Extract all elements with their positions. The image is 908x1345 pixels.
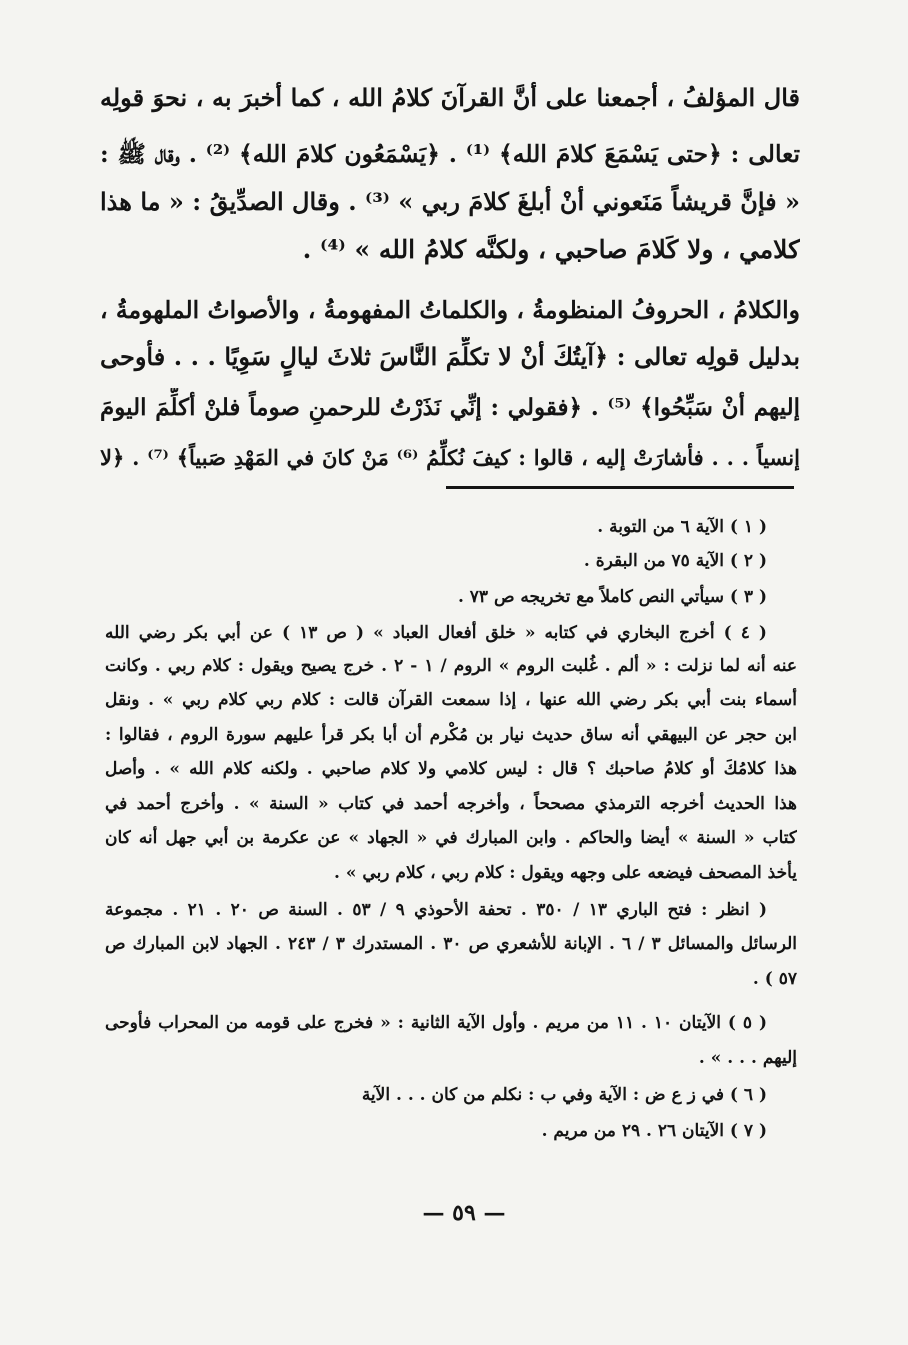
footnote-4-refs-line: ٥٧ ) . bbox=[752, 969, 797, 989]
footnote-2: ( ٢ ) الآية ٧٥ من البقرة . bbox=[583, 551, 767, 571]
footnote-3: ( ٣ ) سيأتي النص كاملاً مع تخريجه ص ٧٣ . bbox=[457, 587, 767, 607]
main-text-line: بدليل قولِه تعالى : ﴿آيتُكَ أنْ لا تكلِّمَ النَّاسَ ثلاثَ ليالٍ سَوِيًا . . . فأوحى bbox=[100, 342, 800, 371]
main-text-line: قال المؤلفُ ، أجمعنا على أنَّ القرآنَ كلامُ الله ، كما أخبرَ به ، نحوَ قولِه bbox=[100, 83, 800, 112]
footnote-4-line: ابن حجر عن البيهقي أنه ساق حديث نيار بن مُكْرم أن أبا بكر قرأ عليهم سورة الروم ، فقالوا : bbox=[105, 725, 797, 745]
footnote-6: ( ٦ ) في ز ع ض : الآية وفي ب : نكلم من كان . . . الآية bbox=[361, 1085, 767, 1105]
footnote-4-refs-line: ( انظر : فتح الباري ١٣ / ٣٥٠ . تحفة الأحوذي ٩ / ٥٣ . السنة ص ٢٠ . ٢١ . مجموعة bbox=[105, 900, 767, 920]
footnote-4-line: هذا كلامُكَ أو كلامُ صاحبك ؟ قال : ليس كلامي ولا كلام صاحبي . ولكنه كلام الله » . وأصل bbox=[105, 759, 797, 779]
page-number: — ٥٩ — bbox=[422, 1200, 506, 1226]
footnote-4-refs-line: الرسائل والمسائل ٣ / ٦ . الإبانة للأشعري ص ٣٠ . المستدرك ٣ / ٢٤٣ . الجهاد لابن المبارك ص bbox=[105, 934, 797, 954]
footnote-4-line: يأخذ المصحف فيضعه على وجهه ويقول : كلام ربي ، كلام ربي » . bbox=[334, 863, 797, 883]
footnote-5-line: إليهم . . . » . bbox=[698, 1048, 797, 1068]
footnote-5-line: ( ٥ ) الآيتان ١٠ . ١١ من مريم . وأول الآية الثانية : « فخرج على قومه من المحراب فأوحى bbox=[105, 1013, 767, 1033]
main-text-line: إنسياً . . . فأشارَتْ إليه ، قالوا : كيفَ نُكلِّمُ ⁽⁶⁾ مَنْ كانَ في المَهْدِ صَبياً﴾ ⁽⁷⁾ . ﴿لا bbox=[100, 445, 800, 470]
main-text-line: « فإنَّ قريشاً مَنَعوني أنْ أبلغَ كلامَ ربي » ⁽³⁾ . وقال الصدِّيقُ : « ما هذا bbox=[100, 187, 800, 216]
footnote-4-line: عنه أنه لما نزلت : « ألم . غُلبت الروم » الروم / ١ - ٢ . خرج يصيح ويقول : كلام ربي . وكانت bbox=[105, 656, 797, 676]
footnote-4-line: هذا الحديث أخرجه الترمذي مصححاً ، وأخرجه أحمد في كتاب « السنة » . وأخرج أحمد في bbox=[105, 794, 797, 814]
main-text-line: كلامي ، ولا كَلامَ صاحبي ، ولكنَّه كلامُ الله » ⁽⁴⁾ . bbox=[302, 235, 800, 264]
footnote-4-line: ( ٤ ) أخرج البخاري في كتابه « خلق أفعال العباد » ( ص ١٣ ) عن أبي بكر رضي الله bbox=[105, 623, 767, 643]
footnote-1: ( ١ ) الآية ٦ من التوبة . bbox=[597, 517, 767, 537]
main-text-line: تعالى : ﴿حتى يَسْمَعَ كلامَ الله﴾ ⁽¹⁾ . ﴿يَسْمَعُون كلامَ الله﴾ ⁽²⁾ . وقال ﷺ : bbox=[100, 140, 800, 168]
footnote-4-line: كتاب « السنة » أيضا والحاكم . وابن المبارك في « الجهاد » عن عكرمة بن أبي جهل أنه كان bbox=[105, 828, 797, 848]
footnote-separator bbox=[446, 486, 794, 489]
main-text-line: والكلامُ ، الحروفُ المنظومةُ ، والكلماتُ المفهومةُ ، والأصواتُ الملهومةُ ، bbox=[100, 296, 800, 324]
main-text-line: إليهم أنْ سَبِّحُوا﴾ ⁽⁵⁾ . ﴿فقولي : إنِّي نَذَرْتُ للرحمنِ صوماً فلنْ أكلِّمَ اليومَ bbox=[100, 394, 800, 421]
footnote-4-line: أسماء بنت أبي بكر رضي الله عنها ، إذا سمعت القرآن قالت : كلام ربي كلام ربي » . ونقل bbox=[105, 690, 797, 710]
footnote-7: ( ٧ ) الآيتان ٢٦ . ٢٩ من مريم . bbox=[541, 1121, 767, 1141]
